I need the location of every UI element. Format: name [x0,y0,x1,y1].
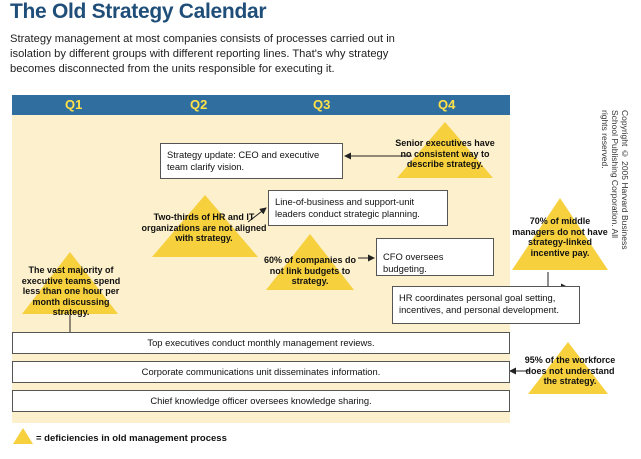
quarter-q1: Q1 [65,97,83,112]
box-strategy-update: Strategy update: CEO and executive team clarify vision. [160,143,343,179]
quarter-q3: Q3 [313,97,331,112]
box-corp-comms: Corporate communications unit disseminates information. [12,361,510,383]
box-monthly-reviews: Top executives conduct monthly management reviews. [12,332,510,354]
quarter-q2: Q2 [190,97,208,112]
legend-triangle-icon [12,427,34,445]
box-lob-planning: Line-of-business and support-unit leaders conduct strategic planning. [268,190,448,226]
deficiency-ninetyfive-pct: 95% of the workforce does not understand the strategy. [524,355,616,386]
deficiency-sixty-pct: 60% of companies do not link budgets to strategy. [263,255,357,286]
deficiency-seventy-pct: 70% of middle managers do not have strategy-linked incentive pay. [512,216,608,258]
box-hr-goals: HR coordinates personal goal setting, incentives, and personal development. [392,286,580,324]
deficiency-hr-it: Two-thirds of HR and IT organizations are not aligned with strategy. [141,212,267,243]
page-subtitle: Strategy management at most companies consists of processes carried out in isolation by different groups with different reporting lines. That's why strategy becomes disconnected from the units responsible for executing it. [10,33,395,75]
copyright-notice: Copyright © 2005 Harvard Business School Publishing Corporation. All rights reserved. [600,110,630,250]
page-title: The Old Strategy Calendar [10,0,267,23]
box-cko-sharing: Chief knowledge officer oversees knowledge sharing. [12,390,510,412]
deficiency-senior-execs: Senior executives have no consistent way to describe strategy. [395,138,495,169]
deficiency-exec-teams: The vast majority of executive teams spend less than one hour per month discussing strategy. [21,265,121,317]
box-cfo-budgeting: CFO oversees budgeting. [376,238,494,276]
legend-label: = deficiencies in old management process [36,433,227,444]
quarter-q4: Q4 [438,97,456,112]
